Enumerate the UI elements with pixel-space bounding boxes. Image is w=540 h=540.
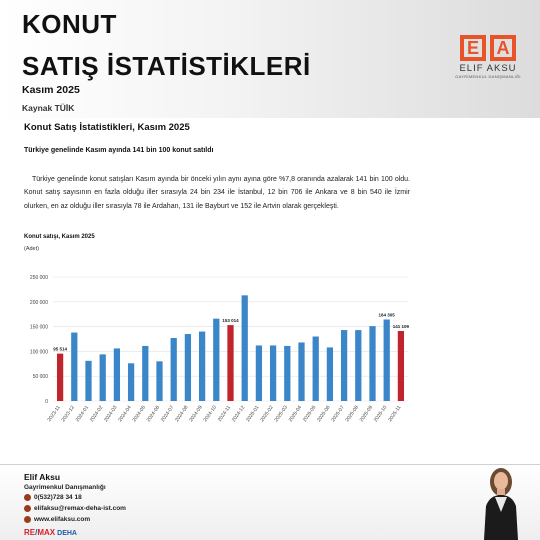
bar (313, 337, 319, 401)
bar (327, 347, 333, 401)
summary-paragraph: Türkiye genelinde konut satışları Kasım ayında bir önceki yılın aynı ayına göre %7,8 oranında azalarak 141 bin 100 oldu. Konut satış sayısının en fazla olduğu iller sırasıyla 24 bin 234 ile İstanbul, 12 bin 706 ile Ankara ve 8 bin 540 ile İzmir olurken, en az olduğu iller sırasıyla 78 ile Ardahan, 131 ile Bayburt ve 152 ile Artvin olarak gerçekleşti. (24, 176, 410, 210)
x-tick-label: 2024-06 (145, 404, 162, 424)
bar (242, 295, 248, 401)
x-tick-label: 2025-09 (358, 404, 375, 424)
x-tick-label: 2025-10 (372, 404, 389, 424)
x-tick-label: 2025-03 (273, 404, 289, 424)
x-tick-label: 2025-06 (316, 404, 332, 424)
bar (114, 348, 120, 401)
bar (199, 332, 205, 401)
y-tick-label: 200 000 (29, 299, 48, 306)
agent-photo (478, 464, 524, 540)
brand-office: DEHA (57, 530, 77, 537)
email-address: elifaksu@remax-deha-ist.com (34, 505, 126, 512)
y-tick-label: 250 000 (29, 275, 48, 281)
website-url: www.elifaksu.com (34, 516, 91, 523)
phone-icon (24, 494, 31, 501)
logo-subtitle: GAYRİMENKUL DANIŞMANLIĞI (455, 74, 521, 79)
bar (100, 354, 106, 401)
logo-name: ELIF AKSU (459, 63, 517, 74)
brand-re: RE (24, 528, 36, 537)
bar (128, 363, 134, 401)
x-tick-label: 2025-04 (287, 404, 304, 424)
brand-slash: / (35, 528, 38, 537)
phone-number: 0(532)728 34 18 (34, 494, 82, 501)
bar (185, 334, 191, 401)
bar (355, 330, 361, 401)
y-tick-label: 100 000 (29, 349, 48, 356)
bar (341, 330, 347, 401)
x-tick-label: 2025-08 (344, 404, 360, 424)
y-tick-label: 50 000 (32, 374, 48, 381)
x-tick-label: 2024-12 (230, 404, 247, 424)
brand-logo (455, 35, 521, 79)
x-tick-label: 2024-07 (159, 404, 176, 424)
logo-letter-a: A (490, 35, 516, 61)
bar (71, 333, 77, 401)
bar (270, 345, 276, 401)
x-tick-label: 2024-03 (103, 404, 119, 424)
bar (57, 354, 63, 401)
data-label: 153 014 (222, 318, 239, 324)
logo-mark (455, 35, 521, 61)
data-label: 95 514 (53, 346, 67, 352)
bar (298, 342, 304, 401)
footer (0, 465, 540, 540)
subheading: Türkiye genelinde Kasım ayında 141 bin 100 konut satıldı (24, 147, 214, 154)
sales-bar-chart (0, 260, 420, 462)
bar (156, 361, 162, 401)
x-tick-label: 2025-05 (301, 404, 318, 424)
bar (85, 361, 91, 401)
bar (227, 325, 233, 401)
bar (171, 338, 177, 401)
x-tick-label: 2024-11 (216, 404, 233, 423)
page-title-line1: KONUT (22, 9, 117, 39)
y-tick-label: 0 (45, 399, 48, 405)
x-tick-label: 2024-05 (131, 404, 147, 424)
x-tick-label: 2025-11 (387, 404, 403, 423)
data-label: 164 305 (378, 312, 395, 318)
bar (256, 345, 262, 401)
section-title: Konut Satış İstatistikleri, Kasım 2025 (24, 122, 190, 133)
x-tick-label: 2023-11 (46, 404, 62, 423)
x-tick-label: 2024-04 (117, 404, 133, 424)
chart-unit-label: (Adet) (24, 246, 39, 252)
y-tick-label: 150 000 (29, 324, 48, 331)
globe-icon (24, 516, 31, 523)
bar (369, 326, 375, 401)
x-tick-label: 2024-10 (202, 404, 218, 424)
bar (284, 346, 290, 401)
x-tick-label: 2025-01 (245, 404, 261, 424)
bar (142, 346, 148, 401)
remax-brand (24, 528, 77, 537)
bar (384, 320, 390, 401)
x-tick-label: 2025-02 (259, 404, 275, 424)
header-banner (0, 0, 540, 118)
x-tick-label: 2024-09 (188, 404, 204, 424)
x-tick-label: 2024-02 (88, 404, 105, 424)
data-label: 141 109 (392, 324, 410, 330)
email-contact[interactable] (24, 505, 126, 512)
x-tick-label: 2024-08 (174, 404, 190, 424)
bar (398, 331, 404, 401)
source-label: Kaynak TÜİK (22, 103, 75, 113)
x-tick-label: 2025-07 (330, 404, 346, 424)
x-tick-label: 2024-01 (74, 404, 91, 424)
agent-role: Gayrimenkul Danışmanlığı (24, 484, 106, 491)
x-tick-label: 2023-12 (60, 404, 76, 424)
agent-name: Elif Aksu (24, 472, 61, 482)
email-icon (24, 505, 31, 512)
bar (213, 319, 219, 401)
logo-letter-e: E (460, 35, 486, 61)
report-month: Kasım 2025 (22, 84, 80, 96)
phone-contact[interactable] (24, 494, 82, 501)
website-contact[interactable] (24, 516, 90, 523)
brand-max: MAX (37, 528, 56, 537)
chart-title: Konut satışı, Kasım 2025 (24, 234, 95, 240)
page-title-line2: SATIŞ İSTATİSTİKLERİ (22, 51, 311, 81)
